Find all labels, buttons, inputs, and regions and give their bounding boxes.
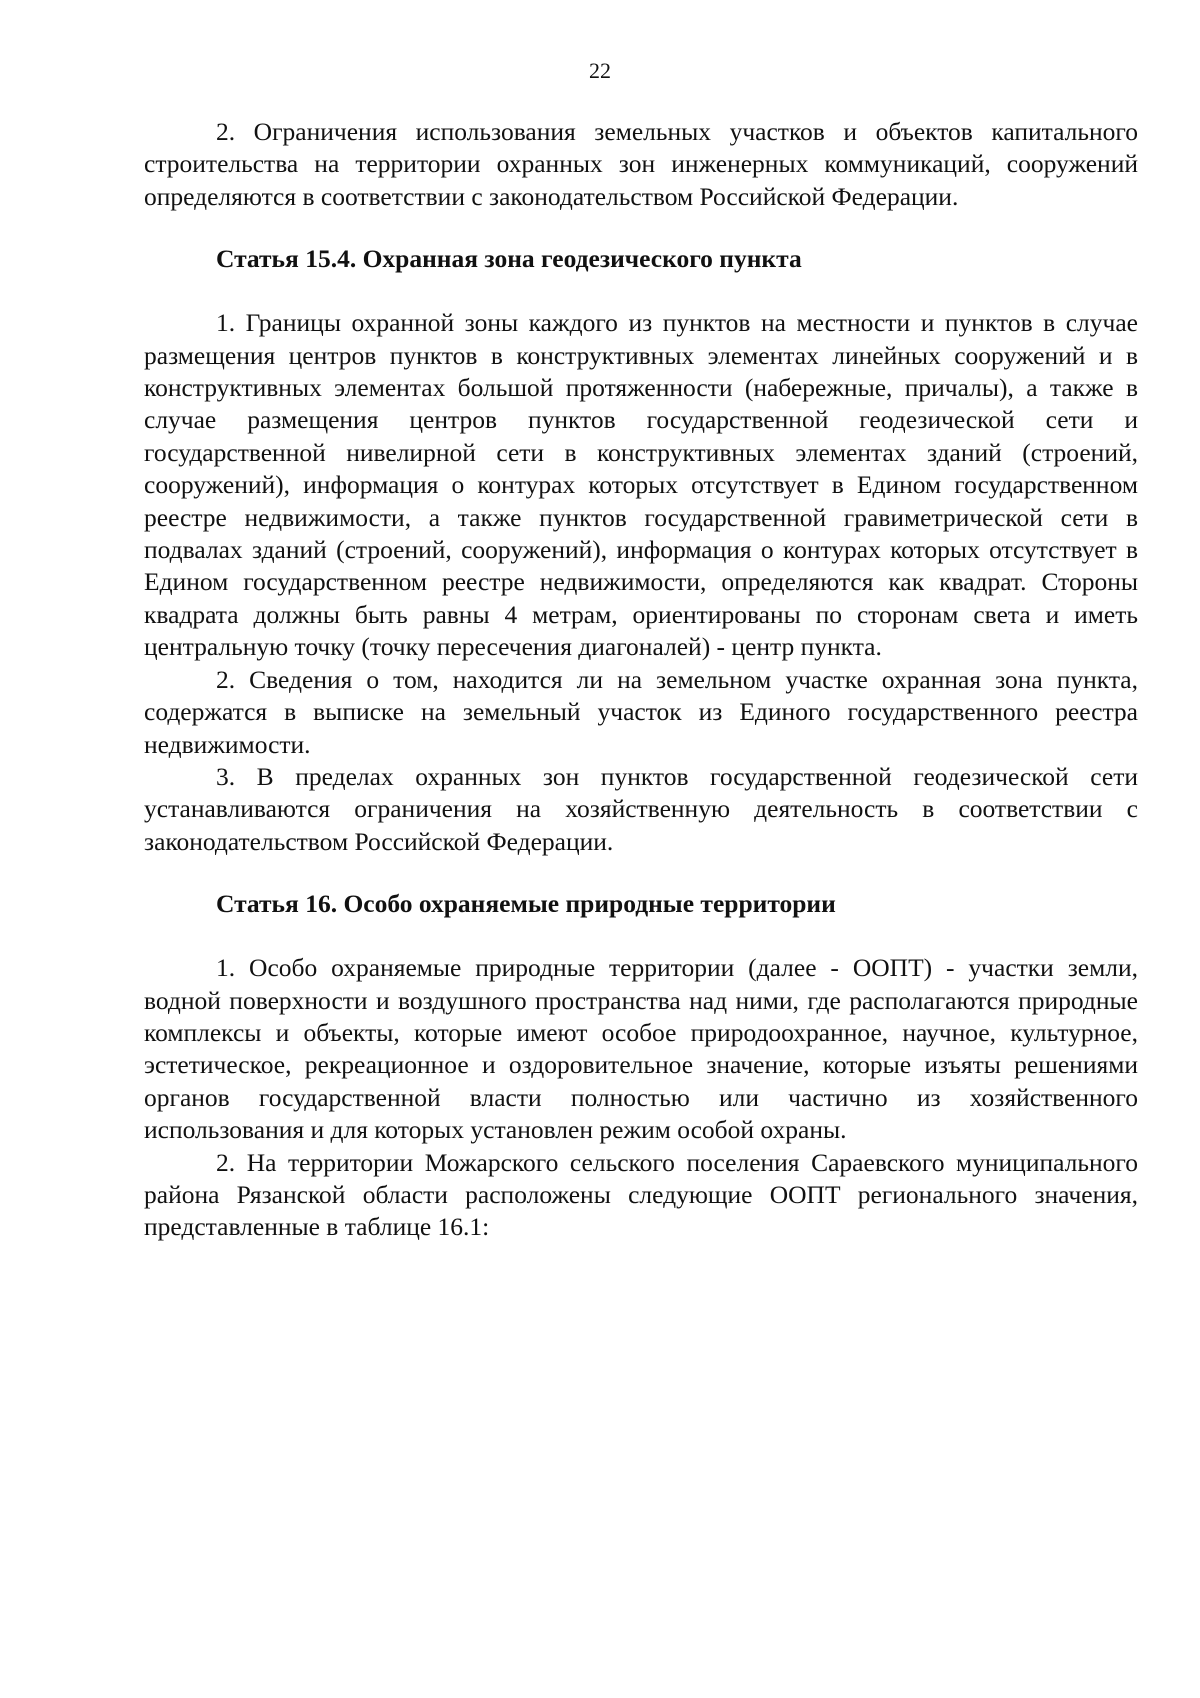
- paragraph-geodetic-zone-registry: 2. Сведения о том, находится ли на земельном участке охранная зона пункта, содержатся в выписке на земельный участок из Единого государственного реестра недвижимости.: [144, 664, 1138, 759]
- paragraph-geodetic-zone-boundaries: 1. Границы охранной зоны каждого из пунктов на местности и пунктов в случае размещения центров пунктов в конструктивных элементах линейных сооружений и в конструктивных элементах большой протяженности (набережные, причалы), а также в случае размещения центров пунктов государственной геодезической сети и государственной нивелирной сети в конструктивных элементах зданий (строений, сооружений), информация о контурах которых отсутствует в Едином государственном реестре недвижимости, а также пунктов государственной гравиметрической сети в подвалах зданий (строений, сооружений), информация о контурах которых отсутствует в Едином государственном реестре недвижимости, определяются как квадрат. Стороны квадрата должны быть равны 4 метрам, ориентированы по сторонам света и иметь центральную точку (точку пересечения диагоналей) - центр пункта.: [144, 308, 1138, 662]
- paragraph-protected-areas-definition: 1. Особо охраняемые природные территории (далее - ООПТ) - участки земли, водной поверхности и воздушного пространства над ними, где располагаются природные комплексы и объекты, которые имеют особое природоохранное, научное, культурное, эстетическое, рекреационное и оздоровительное значение, которые изъяты решениями органов государственной власти полностью или частично из хозяйственного использования и для которых установлен режим особой охраны.: [144, 953, 1138, 1145]
- page-number: 22: [589, 58, 611, 83]
- paragraph-protected-areas-list-intro: 2. На территории Можарского сельского поселения Сараевского муниципального района Рязанской области расположены следующие ООПТ регионального значения, представленные в таблице 16.1:: [144, 1147, 1138, 1242]
- paragraph-restrictions-utility-zones: 2. Ограничения использования земельных участков и объектов капитального строительства на территории охранных зон инженерных коммуникаций, сооружений определяются в соответствии с законодательством Российской Федерации.: [144, 117, 1138, 211]
- heading-article-16: Статья 16. Особо охраняемые природные территории: [216, 889, 836, 919]
- paragraph-geodetic-zone-restrictions: 3. В пределах охранных зон пунктов государственной геодезической сети устанавливаются ограничения на хозяйственную деятельность в соответствии с законодательством Российской Федерации.: [144, 761, 1138, 856]
- heading-article-15-4: Статья 15.4. Охранная зона геодезического пункта: [216, 244, 802, 274]
- document-body: [144, 116, 1138, 1244]
